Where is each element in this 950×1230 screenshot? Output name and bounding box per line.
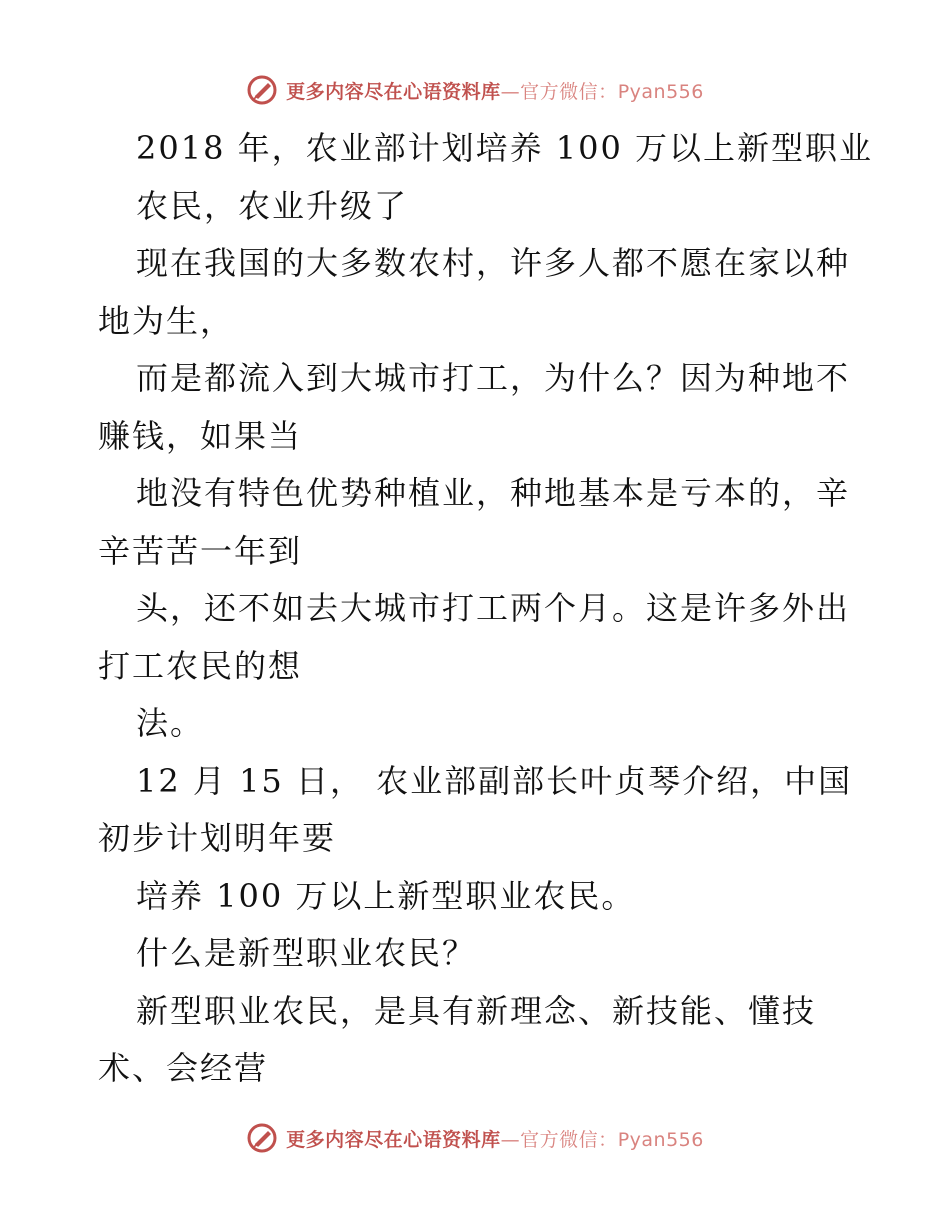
- watermark-id: Pyan556: [617, 1128, 704, 1151]
- text-line: 培养 100 万以上新型职业农民。: [136, 876, 636, 915]
- footer-watermark: [0, 1118, 950, 1158]
- text-line: 12 月 15 日， 农业部副部长叶贞琴介绍，中国: [136, 761, 853, 800]
- brand-logo-icon: [246, 74, 278, 106]
- text-line: 术、会经营: [98, 1049, 269, 1087]
- text-line: 新型职业农民，是具有新理念、新技能、懂技: [136, 991, 817, 1030]
- text-line: 辛苦苦一年到: [98, 531, 303, 570]
- text-line: 地为生，: [98, 301, 235, 340]
- watermark-main: 更多内容尽在心语资料库: [286, 1128, 501, 1151]
- watermark-main: 更多内容尽在心语资料库: [286, 80, 501, 103]
- watermark-text: [286, 77, 704, 104]
- watermark-id: Pyan556: [617, 80, 704, 103]
- brand-logo-icon: [246, 1122, 278, 1154]
- watermark-text: [286, 1125, 704, 1152]
- text-line: 初步计划明年要: [98, 819, 337, 857]
- text-line: 现在我国的大多数农村，许多人都不愿在家以种: [136, 244, 851, 282]
- text-line: 头，还不如去大城市打工两个月。这是许多外出: [136, 589, 851, 627]
- text-line: 打工农民的想: [98, 646, 303, 685]
- text-line: 农民，农业升级了: [136, 186, 409, 225]
- text-line: 而是都流入到大城市打工，为什么？因为种地不: [136, 359, 851, 397]
- text-line: 地没有特色优势种植业，种地基本是亏本的，辛: [136, 474, 851, 512]
- text-line: 赚钱，如果当: [98, 416, 303, 455]
- text-line: 法。: [136, 704, 205, 742]
- text-line: 什么是新型职业农民？: [136, 934, 477, 972]
- header-watermark: [0, 70, 950, 110]
- watermark-separator: —官方微信：: [500, 80, 618, 103]
- watermark-separator: —官方微信：: [500, 1128, 618, 1151]
- body-text: [98, 120, 874, 1098]
- text-line: 2018 年，农业部计划培养 100 万以上新型职业: [136, 129, 874, 167]
